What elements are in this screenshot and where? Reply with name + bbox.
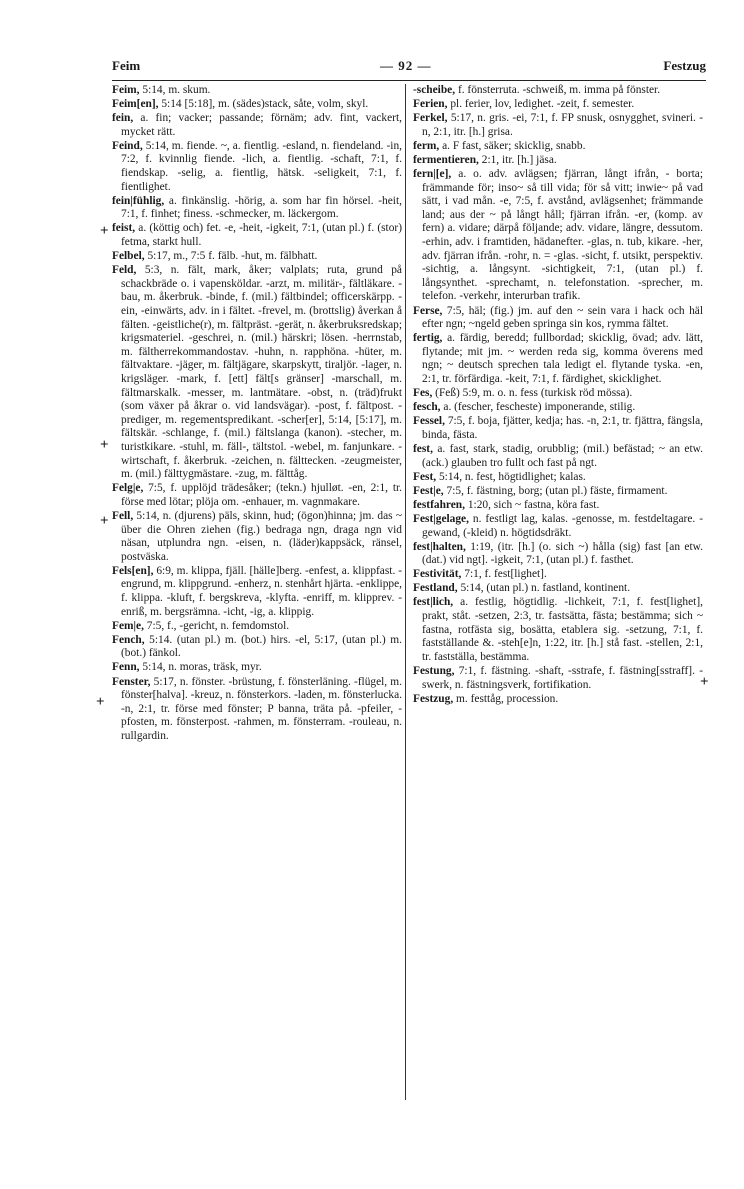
headword: Feim[en], (112, 98, 159, 111)
dictionary-entry (112, 565, 402, 619)
dictionary-entry (413, 84, 703, 98)
definition: 1:20, sich ~ fastna, köra fast. (467, 498, 600, 511)
dictionary-entry (112, 112, 402, 139)
definition: 7:1, f. fästning. -shaft, -sstrafe, f. fästning[sstraff]. -swerk, n. fästningsverk, fortifikation. (422, 664, 703, 691)
headword: Festivität, (413, 568, 462, 581)
headword: fesch, (413, 401, 441, 414)
margin-marker: + (100, 223, 109, 239)
headword: festfahren, (413, 498, 465, 511)
dictionary-entry (413, 168, 703, 304)
header-rule (112, 80, 706, 81)
definition: a. (köttig och) fet. -e, -heit, -igkeit, 7:1, (utan pl.) f. (stor) fetma, starkt hull. (121, 222, 402, 249)
headword: fein, (112, 112, 134, 125)
margin-marker: + (100, 437, 109, 453)
headword: Feld, (112, 264, 137, 277)
headword: Fenster, (112, 675, 151, 688)
definition: 5:14, m. fiende. ~, a. fientlig. -esland, n. fiendeland. -in, 7:2, f. kvinnlig fiende. -lich, a. fientlig. -schaft, 7:1, f. fiendskap. -selig, a. fientlig, hätsk. -seligkeit, 7:1, f. fientlighet. (121, 139, 402, 193)
dictionary-entry (413, 582, 703, 596)
definition: a. färdig, beredd; fullbordad; skicklig, övad; adv. lätt, flytande; mit jm. ~ werden reda sig, komma överens med ngn; ~ deutsch sprechen tala ledigt el. flytande tyska. -en, 2:1, tr. förfärdiga. -keit, 7:1, f. färdighet, skicklighet. (422, 332, 703, 385)
dictionary-entry (112, 195, 402, 222)
dictionary-entry (112, 482, 402, 509)
dictionary-entry (413, 98, 703, 112)
definition: f. fönsterruta. -schweiß, m. imma på fönster. (457, 84, 661, 96)
margin-marker: + (96, 694, 105, 710)
dictionary-entry (413, 541, 703, 568)
definition: 5:14, m. skum. (142, 84, 211, 96)
right-guide-word: Festzug (663, 58, 706, 73)
headword: Fes, (413, 387, 433, 400)
definition: 5:14. (utan pl.) m. (bot.) hirs. -el, 5:17, (utan pl.) m. (bot.) fänkol. (121, 633, 402, 660)
headword: Festung, (413, 664, 455, 677)
dictionary-entry (413, 415, 703, 442)
definition: a. finkänslig. -hörig, a. som har fin hörsel. -heit, 7:1, f. finhet; finess. -schmecker, m. läckergom. (121, 194, 402, 221)
headword: fest|lich, (413, 596, 454, 609)
definition: 5:14 [5:18], m. (sädes)stack, såte, volm, skyl. (161, 98, 369, 111)
dictionary-entry (413, 112, 703, 139)
dictionary-entry (413, 140, 703, 154)
definition: 5:17, n. gris. -ei, 7:1, f. FP snusk, osnygghet, svineri. -n, 2:1, itr. [h.] grisa. (422, 112, 703, 138)
definition: 5:14, (utan pl.) n. fastland, kontinent. (460, 582, 631, 595)
dictionary-entry (112, 661, 402, 675)
definition: 7:5, f., -gericht, n. femdomstol. (146, 619, 290, 632)
definition: 5:14, n. fest, högtidlighet; kalas. (438, 470, 586, 483)
dictionary-entry (413, 568, 703, 582)
headword: Fest|gelage, (413, 512, 469, 525)
definition: 6:9, m. klippa, fjäll. [hälle]berg. -enfest, a. klippfast. -engrund, m. klippgrund. -enherz, n. stenhårt hjärta. -enklippe, f. klippa. -kluft, f. bergskreva, -klyfta. -enriff, m. klipprev. -enriß, m. bergsrämna. -icht, -ig, a. klippig. (121, 564, 402, 618)
headword: ferm, (413, 139, 440, 152)
dictionary-entry (413, 499, 703, 513)
headword: Fench, (112, 633, 145, 646)
definition: a. festlig, högtidlig. -lichkeit, 7:1, f. fest[lighet], prakt, ståt. -setzen, 2:3, tr. fastsätta, fästa; bestämma; sich ~ fastna, rotfästa sig, bosätta, etablera sig. -setzung, 7:1, f. fastställande &. -steh[e]n, 1:22, itr. [h.] stå fast. -stellen, 2:1, tr. fastställa, bestämma. (422, 596, 703, 663)
headword: Fels[en], (112, 564, 154, 577)
headword: Fell, (112, 509, 134, 522)
margin-marker: + (700, 674, 709, 690)
headword: Festzug, (413, 692, 454, 705)
definition: 5:14, n. moras, träsk, myr. (142, 661, 262, 674)
headword: -scheibe, (413, 84, 456, 96)
dictionary-entry (413, 693, 703, 707)
dictionary-entry (413, 154, 703, 168)
definition: 2:1, itr. [h.] jäsa. (481, 153, 557, 166)
dictionary-entry (112, 634, 402, 661)
headword: Fenn, (112, 661, 140, 674)
dictionary-entry (413, 332, 703, 386)
headword: Felg|e, (112, 482, 144, 495)
headword: fest|halten, (413, 540, 466, 553)
definition: (Feß) 5:9, m. o. n. fess (turkisk röd mössa). (435, 387, 633, 400)
definition: n. festligt lag, kalas. -genosse, m. festdeltagare. -gewand, (-kleid) n. högtidsdräkt. (422, 512, 703, 539)
page-header (112, 58, 706, 80)
dictionary-entry (413, 513, 703, 540)
dictionary-entry (413, 401, 703, 415)
dictionary-entry (413, 665, 703, 692)
definition: a. F fast, säker; skicklig, snabb. (442, 139, 586, 152)
headword: Fessel, (413, 415, 445, 428)
definition: pl. ferier, lov, ledighet. -zeit, f. semester. (450, 98, 635, 111)
headword: fest, (413, 442, 433, 455)
definition: 7:5, f. boja, fjätter, kedja; has. -n, 2:1, tr. fjättra, fängsla, binda, fästa. (422, 415, 703, 441)
definition: 5:17, n. fönster. -brüstung, f. fönsterläning. -flügel, m. fönster[halva]. -kreuz, n. fönsterkors. -laden, m. fönsterlucka. -n, 2:1, tr. förse med fönster; P banna, träta på. -pfeiler, -pfosten, m. fönsterpost. -rahmen, m. fönsterram. -rouleau, n. rullgardin. (121, 675, 402, 742)
headword: fern|[e], (413, 168, 452, 181)
dictionary-entry (112, 250, 402, 264)
headword: fertig, (413, 332, 443, 345)
dictionary-entry (112, 84, 402, 98)
definition: 5:3, n. fält, mark, åker; valplats; ruta, grund på schackbräde o. i vapensköldar. -arzt, m. militär-, fältläkare. -bau, m. åkerbruk. -binde, f. (mil.) fältbindel; officerskärpp. -ein, -einwärts, adv. in i fältet. -frevel, m. (brottslig) åverkan å fälten. -geistliche(r), m. fältpräst. -gerät, n. åkerbruksredskap; krigsmateriel. -geschrei, n. (mil.) härskri; lösen. -herrnstab, m. fältherrekommandostav. -huhn, n. rapphöna. -hüter, m. fältvaktare. -jäger, m. fältjägare, skarpskytt, tiraljör. -lager, n. krigsläger. -mark, f. [ett] fält[s gränser] -marschall, m. fältmarskalk. -messer, m. lantmätare. -obst, n. (träd)frukt (som växer på åkrar o. vid landsvägar). -post, f. fältpost. -prediger, m. regementspredikant. -scher[er], 5:14, [5:17], m. fältskär. -schlange, f. (mil.) fältslanga (kanon). -stecher, m. turistkikare. -stuhl, m. fäll-, tältstol. -webel, m. fanjunkare. -wirtschaft, f. åkerbruk. -zeichen, n. fälttecken. -zeugmeister, m. (mil.) fälttygmästare. -zug, m. fälttåg. (121, 264, 402, 481)
left-column (112, 84, 402, 1104)
headword: Feim, (112, 84, 140, 96)
dictionary-entry (112, 510, 402, 564)
definition: 7:5, f. fästning, borg; (utan pl.) fäste, firmament. (446, 484, 668, 497)
definition: a. fast, stark, stadig, orubblig; (mil.) befästad; ~ an etw. (ack.) glauben tro fullt och fast på ngt. (422, 442, 703, 469)
dictionary-entry (112, 140, 402, 194)
headword: Ferien, (413, 98, 448, 111)
headword: feist, (112, 222, 136, 235)
margin-marker: + (100, 513, 109, 529)
dictionary-entry (112, 222, 402, 249)
dictionary-entry (413, 387, 703, 401)
dictionary-entry (112, 264, 402, 482)
headword: Ferkel, (413, 112, 448, 125)
headword: Feind, (112, 139, 143, 152)
dictionary-entry (413, 485, 703, 499)
headword: Felbel, (112, 250, 145, 263)
dictionary-entry (112, 676, 402, 744)
headword: Fest|e, (413, 484, 444, 497)
dictionary-entry (413, 596, 703, 664)
column-divider (405, 84, 406, 1100)
dictionary-entry (112, 620, 402, 634)
definition: m. festtåg, procession. (456, 692, 559, 705)
dictionary-entry (413, 443, 703, 470)
definition: 7:5, häl; (fig.) jm. auf den ~ sein vara i hack och häl efter ngn; ~ngeld geben springa sin kos, rymma fältet. (422, 304, 703, 331)
page-number: — 92 — (380, 58, 432, 73)
right-column (413, 84, 703, 1104)
definition: 5:17, m., 7:5 f. fälb. -hut, m. fälbhatt. (147, 250, 318, 263)
dictionary-entry (413, 305, 703, 332)
dictionary-entry (112, 98, 402, 112)
headword: Fest, (413, 470, 437, 483)
headword: Fem|e, (112, 619, 144, 632)
headword: Ferse, (413, 304, 443, 317)
headword: fermentieren, (413, 153, 479, 166)
headword: Festland, (413, 582, 458, 595)
definition: 5:14, n. (djurens) päls, skinn, hud; (ögon)hinna; jm. das ~ über die Ohren ziehen (fig.) bedraga ngn, draga ngn vid näsan, utplundra ngn. -eisen, n. (läder)kappsäck, ränsel, postväska. (121, 509, 402, 563)
definition: 1:19, (itr. [h.] (o. sich ~) hålla (sig) fast [an etw. (dat.) vid ngt]. -igkeit, 7:1, (utan pl.) f. fasthet. (422, 540, 703, 567)
definition: a. fin; vacker; passande; förnäm; adv. fint, vackert, mycket rätt. (121, 112, 402, 138)
headword: fein|fühlig, (112, 194, 165, 207)
definition: a. o. adv. avlägsen; fjärran, långt ifrån, - borta; främmande för; inso~ så till vida; för så vitt; inwie~ på vad sätt, i vad mån. -e, 7:5, f. avstånd, avlägsenhet; främmande land; aus der ~ på långt håll; fjärran ifrån. -er, (komp. av fern) a. vidare; därpå följande; adv. vidare, längre, dessutom. -erhin, adv. i framtiden, hädanefter. -glas, n. tub, kikare. -her, adv. fjärran ifrån. -rohr, n. = -glas. -sicht, f. utsikt, perspektiv. -sichtig, a. långsynt. -sichtigkeit, 7:1, (utan pl.) f. långsynthet. -sprechamt, n. telefonstation. -sprecher, m. telefon. -verkehr, interurban trafik. (422, 168, 703, 303)
definition: 7:5, f. upplöjd trädesåker; (tekn.) hjulløt. -en, 2:1, tr. förse med lötar; plöja om. -enhauer, m. vagnmakare. (121, 482, 402, 508)
definition: 7:1, f. fest[lighet]. (464, 568, 547, 581)
definition: a. (fescher, fescheste) imponerande, stilig. (443, 401, 636, 414)
dictionary-entry (413, 471, 703, 485)
left-guide-word: Feim (112, 58, 141, 73)
